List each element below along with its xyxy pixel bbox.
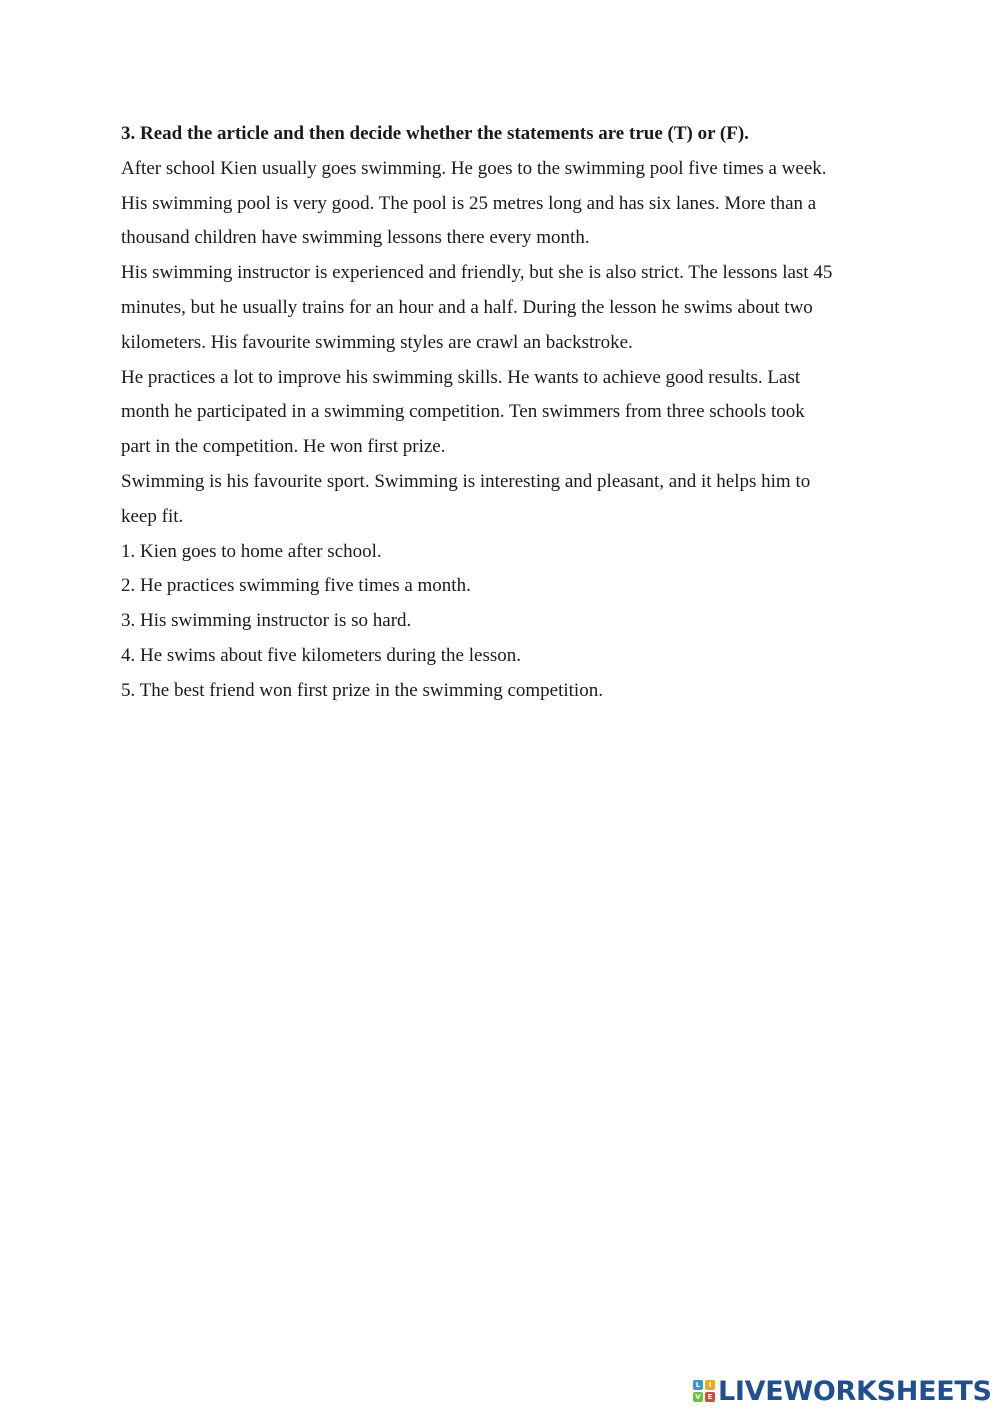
article-line: After school Kien usually goes swimming. He goes to the swimming pool five times a week. [121,157,827,179]
article-line: His swimming instructor is experienced and friendly, but she is also strict. The lessons last 45 [121,262,833,284]
article-line: His swimming pool is very good. The pool is 25 metres long and has six lanes. More than a [121,192,817,214]
logo-mark-tile: L [693,1380,703,1390]
statement-item: 3. His swimming instructor is so hard. [121,610,412,632]
article-line: part in the competition. He won first prize. [121,436,446,458]
liveworksheets-logo [693,1372,992,1410]
exercise-heading: 3. Read the article and then decide whether the statements are true (T) or (F). [121,123,749,144]
statement-item: 4. He swims about five kilometers during the lesson. [121,644,521,666]
logo-mark-icon [693,1380,715,1402]
logo-mark-tile: V [693,1392,703,1402]
statement-item: 5. The best friend won first prize in the swimming competition. [121,679,603,701]
worksheet-content [121,117,891,709]
article-line: Swimming is his favourite sport. Swimming is interesting and pleasant, and it helps him to [121,470,811,492]
statement-item: 1. Kien goes to home after school. [121,540,382,562]
article [121,152,891,535]
article-line: He practices a lot to improve his swimming skills. He wants to achieve good results. Last [121,366,801,388]
article-line: keep fit. [121,505,184,527]
article-line: kilometers. His favourite swimming styles are crawl an backstroke. [121,331,633,353]
logo-mark-tile: I [705,1380,715,1390]
article-line: month he participated in a swimming competition. Ten swimmers from three schools took [121,401,805,423]
article-line: thousand children have swimming lessons there every month. [121,227,590,249]
article-line: minutes, but he usually trains for an hour and a half. During the lesson he swims about two [121,296,813,318]
statement-item: 2. He practices swimming five times a month. [121,575,471,597]
logo-mark-tile: E [705,1392,715,1402]
logo-text: LIVEWORKSHEETS [718,1375,992,1407]
statement-list [121,535,891,709]
